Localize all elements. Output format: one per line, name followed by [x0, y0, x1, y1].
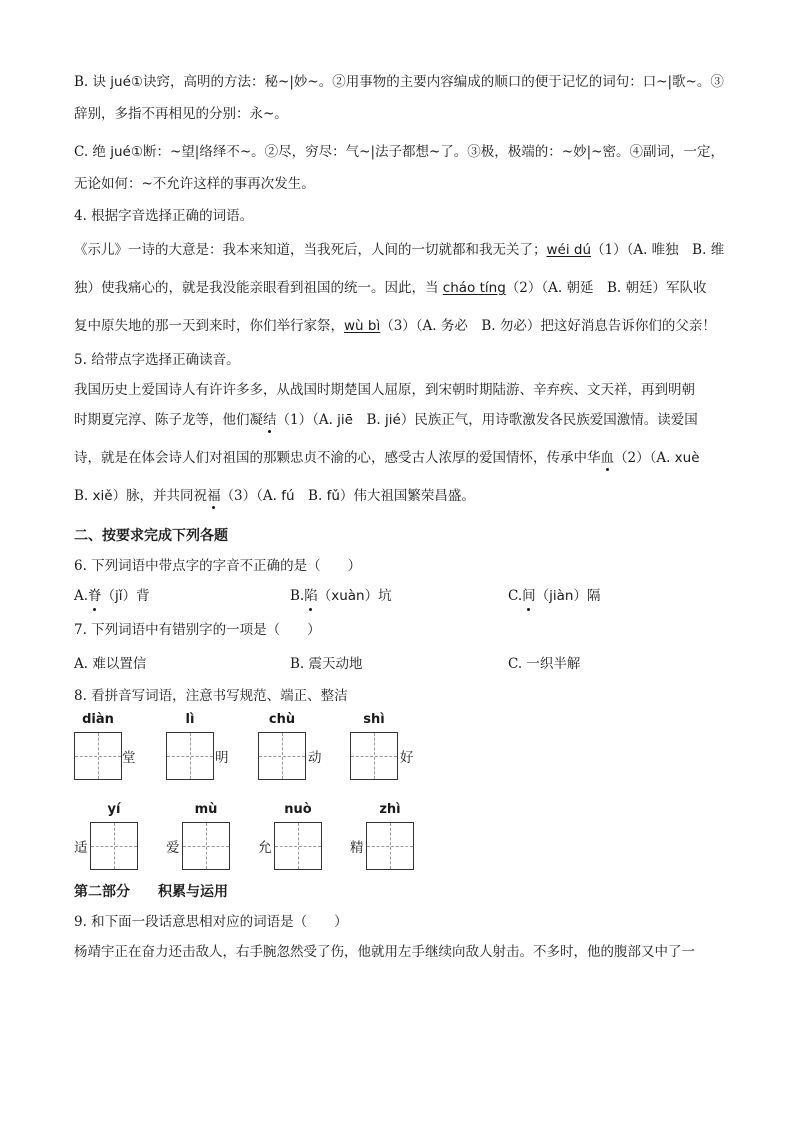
q5-text: 时期夏完淳、陈子龙等，他们凝	[74, 412, 263, 428]
q5-text: （3）（A.	[220, 488, 282, 504]
q5-text: 诗，就是在体会诗人们对祖国的那颗忠贞不渝的心，感受古人浓厚的爱国情怀，传承中华	[74, 450, 601, 466]
writing-grid-box[interactable]	[366, 822, 414, 870]
entry-b-line-1	[74, 72, 730, 92]
option-pinyin: jǐ	[115, 588, 123, 604]
dotted-char: 脊	[88, 588, 102, 604]
option-label: A.	[74, 588, 89, 604]
q6-option-b[interactable]	[290, 586, 508, 606]
dotted-char: 间	[522, 588, 536, 604]
given-char: 适	[74, 840, 88, 856]
q6-option-a[interactable]	[74, 586, 290, 606]
q6-options	[74, 586, 730, 606]
dotted-char-fu: 福	[207, 488, 221, 504]
q4-paragraph-line-1	[74, 240, 730, 260]
q7-option-a[interactable]: A. 难以置信	[74, 656, 147, 672]
q4-options-3: （3）（A. 务必 B. 勿必）把这好消息告诉你们的父亲！	[380, 318, 716, 334]
option-pinyin: jiàn	[549, 588, 574, 604]
q5-option-jie-a: jiē	[337, 412, 353, 428]
q4-text: 复中原失地的那一天到来时，你们举行家祭，	[74, 318, 344, 334]
q4-pinyin-2: cháo tíng	[442, 280, 506, 296]
question-4: 4. 根据字音选择正确的词语。	[74, 208, 254, 224]
given-char: 允	[258, 840, 272, 856]
q6-option-c[interactable]	[508, 586, 600, 606]
entry-b-line-2: 辞别，多指不再相见的分别：永~。	[74, 106, 288, 122]
q5-text: （2）（A.	[614, 450, 675, 466]
q5-paragraph-line-3	[74, 448, 730, 468]
q7-option-b[interactable]: B. 震天动地	[290, 656, 363, 672]
q5-paragraph-line-2	[74, 410, 730, 430]
option-text: （	[535, 588, 550, 604]
q5-option-xue-b: xiě	[92, 488, 113, 504]
entry-c-line-1	[74, 142, 730, 162]
q5-text: B.	[352, 412, 385, 428]
dotted-char: 陷	[304, 588, 318, 604]
writing-grid-box[interactable]	[274, 822, 322, 870]
exam-page	[74, 58, 730, 962]
q4-pinyin-1: wéi dú	[546, 242, 592, 258]
option-text: （	[101, 588, 116, 604]
option-text: （	[317, 588, 332, 604]
question-6: 6. 下列词语中带点字的字音不正确的是（ ）	[74, 558, 362, 574]
entry-b-label: B. 诀	[74, 74, 111, 90]
q5-paragraph-line-4	[74, 486, 730, 506]
pinyin-label: zhì	[379, 802, 401, 817]
given-char: 明	[215, 750, 229, 766]
option-text: ）隔	[573, 588, 601, 604]
entry-b-pinyin: jué	[110, 74, 131, 90]
q5-text: （1）（A.	[276, 412, 338, 428]
q4-paragraph-line-2	[74, 278, 730, 298]
writing-grid-box[interactable]	[90, 822, 138, 870]
q5-option-fu-a: fú	[281, 488, 295, 504]
q5-option-xue-a: xuè	[674, 450, 700, 466]
dotted-char-jie: 结	[263, 412, 277, 428]
question-8: 8. 看拼音写词语，注意书写规范、端正、整洁	[74, 688, 348, 704]
option-label: B.	[290, 588, 305, 604]
q4-text: 《示儿》一诗的大意是：我本来知道，当我死后，人间的一切就都和我无关了；	[74, 242, 547, 258]
q5-text: ）脉，并共同祝	[112, 488, 208, 504]
question-5: 5. 给带点字选择正确读音。	[74, 352, 240, 368]
pinyin-label: diàn	[82, 712, 114, 727]
pinyin-label: shì	[363, 712, 385, 727]
writing-grid-box[interactable]	[258, 732, 306, 780]
entry-c-pinyin: jué	[110, 144, 131, 160]
given-char: 动	[308, 750, 322, 766]
given-char: 精	[350, 840, 364, 856]
q7-options	[74, 654, 730, 674]
q5-paragraph-line-1: 我国历史上爱国诗人有许许多多，从战国时期楚国人屈原，到宋朝时期陆游、辛弃疾、文天祥，再到明朝	[74, 382, 695, 398]
dotted-char-xue: 血	[600, 450, 614, 466]
question-9: 9. 和下面一段话意思相对应的词语是（ ）	[74, 914, 348, 930]
q4-options-1: （1）（A. 唯独 B. 维	[591, 242, 725, 258]
q5-text: B.	[74, 488, 93, 504]
entry-c-line-2: 无论如何：~不允许这样的事再次发生。	[74, 176, 315, 192]
writing-grid-box[interactable]	[74, 732, 122, 780]
writing-grid-box[interactable]	[182, 822, 230, 870]
option-text: ）坑	[364, 588, 392, 604]
q5-text: ）民族正气，用诗歌激发各民族爱国激情。读爱国	[400, 412, 698, 428]
q4-paragraph-line-3	[74, 316, 730, 336]
q5-option-fu-b: fǔ	[326, 488, 340, 504]
q4-text: 独）使我痛心的，就是我没能亲眼看到祖国的统一。因此，当	[74, 280, 443, 296]
entry-c-definition: ①断：~望|络绎不~。②尽，穷尽：气~|法子都想~了。③极，极端的：~妙|~密。④副词，一定，	[130, 144, 724, 160]
pinyin-label: nuò	[284, 802, 312, 817]
entry-c-label: C. 绝	[74, 144, 111, 160]
pinyin-label: chù	[268, 712, 296, 727]
entry-b-definition: ①诀窍，高明的方法：秘~|妙~。②用事物的主要内容编成的顺口的便于记忆的词句：口~|歌~。③	[130, 74, 724, 90]
given-char: 爱	[166, 840, 180, 856]
q5-option-jie-b: jié	[385, 412, 401, 428]
question-7: 7. 下列词语中有错别字的一项是（ ）	[74, 622, 321, 638]
option-text: ）背	[122, 588, 150, 604]
given-char: 好	[400, 750, 414, 766]
q5-text: ）伟大祖国繁荣昌盛。	[339, 488, 475, 504]
writing-grid-box[interactable]	[350, 732, 398, 780]
part-2-heading: 第二部分 积累与运用	[74, 884, 228, 900]
writing-grid-box[interactable]	[166, 732, 214, 780]
q7-option-c[interactable]: C. 一织半解	[508, 656, 581, 672]
pinyin-label: mù	[194, 802, 218, 817]
option-pinyin: xuàn	[331, 588, 365, 604]
given-char: 堂	[122, 750, 136, 766]
section-2-heading: 二、按要求完成下列各题	[74, 528, 228, 544]
pinyin-label: lì	[185, 712, 195, 727]
q9-paragraph-line-1: 杨靖宇正在奋力还击敌人，右手腕忽然受了伤，他就用左手继续向敌人射击。不多时，他的腹部又中了一	[74, 944, 695, 960]
pinyin-grid-row-1	[74, 712, 730, 792]
pinyin-label: yí	[107, 802, 121, 817]
pinyin-grid-row-2	[74, 802, 730, 882]
q4-options-2: （2）（A. 朝延 B. 朝廷）军队收	[505, 280, 707, 296]
q4-pinyin-3: wù bì	[344, 318, 381, 334]
option-label: C.	[508, 588, 523, 604]
q5-text: B.	[294, 488, 327, 504]
